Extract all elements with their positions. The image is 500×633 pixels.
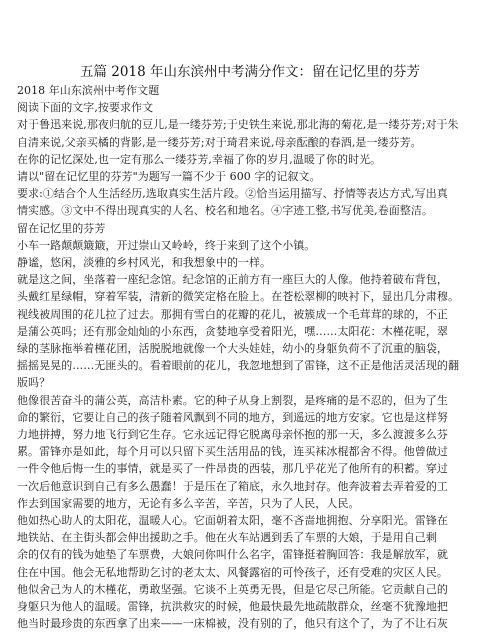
body-line: 自清来说,父亲买橘的背影,是一缕芬芳;对于琦君来说,母亲酝酿的春酒,是一缕芬芳。 xyxy=(17,135,422,149)
body-line: 在你的记忆深处,也一定有那么一缕芬芳,幸福了你的岁月,温暖了你的时光。 xyxy=(17,152,382,166)
body-line: 累。雷锋亦是如此，每个月可以只留下买生活用品的钱，连买袜冰棍都舍不得。他曾做过 xyxy=(17,445,448,459)
body-line: 2018 年山东滨州中考作文题 xyxy=(17,84,160,97)
body-line: 请以"留在记忆里的芬芳"为题写一篇不少于 600 字的记叙文。 xyxy=(17,170,321,184)
body-line: 身躯只为他人的温暖。雷锋，抗洪救灾的时候，他最快最先地疏散群众，丝毫不犹豫地把 xyxy=(17,600,448,614)
body-line: 摇摇晃晃的……无匪头的。看着眼前的花儿，我忽地想到了雷锋，这不正是他活灵活现的翻 xyxy=(17,359,459,373)
body-line: 视线被周围的花儿拉了过去。那拥有雪白的花瓣的花儿，被簇成一个毛茸茸的球的，不正 xyxy=(17,307,448,321)
body-line: 他像很苦奋斗的蒲公英，高洁朴素。它的种子从身上割裂，是疼痛的是不忍的，但为了生 xyxy=(17,393,448,407)
body-line: 命的繁衍，它要让自己的孩子随着风飘到不同的地方，到遥远的地方安家。它也是这样努 xyxy=(17,410,448,424)
body-line: 他当时最珍贵的东西拿了出来——一床棉被，没有别的了，他只有这个了，为了不让石灰 xyxy=(17,617,448,631)
body-line: 版吗？ xyxy=(17,376,51,390)
body-line: 就是这之间，坐落着一座纪念馆。纪念馆的正前方有一座巨大的人像。他持着破布背包， xyxy=(17,273,448,287)
body-line: 小车一路颠颠簸簸，开过崇山又岭岭，终于来到了这个小镇。 xyxy=(17,238,316,252)
body-line: 对于鲁迅来说,那夜归航的豆儿,是一缕芬芳;于史铁生来说,那北海的菊花,是一缕芬芳;对于朱 xyxy=(17,118,459,132)
body-line: 他如热心助人的太阳花，温暖人心。它面朝着太阳，毫不吝啬地拥抱、分享阳光。雷锋在 xyxy=(17,514,448,528)
body-line: 是蒲公英吗；还有那金灿灿的小东西，贪婪地享受着阳光，嘿……太阳花：木槿花呢，翠 xyxy=(17,324,448,338)
body-line: 情实感。③文中不得出现真实的人名、校名和地名。④字迹工整,书写优美,卷面整洁。 xyxy=(17,204,433,218)
body-line: 留在记忆里的芬芳 xyxy=(17,221,106,235)
document-title: 五篇 2018 年山东滨州中考满分作文：留在记忆里的芬芳 xyxy=(80,64,420,80)
body-line: 一次后他意识到自己有多么愚蠢！于是压在了箱底，永久地封存。他奔波着去弄着爱的工 xyxy=(17,479,448,493)
body-line: 要求:①结合个人生活经历,选取真实生活片段。②恰当运用描写、抒情等表达方式,写出真 xyxy=(17,187,448,201)
body-line: 静谧，悠闲，淡雅的乡村风光，和我想象中的一样。 xyxy=(17,256,272,270)
body-line: 阅读下面的文字,按要求作文 xyxy=(17,101,154,115)
body-line: 作去到国家需要的地方，无论有多么辛苦，辛苦，只为了人民，人民。 xyxy=(17,496,360,510)
body-line: 余的仅有的钱为她垫了车票费，大娘问你叫什么名字，雷锋挺着胸回答：我是解放军，就 xyxy=(17,548,448,562)
body-line: 头戴红星绿帽，穿着军装，清新的微笑定格在脸上。在苍松翠柳的映衬下，显出几分肃穆。 xyxy=(17,290,459,304)
body-line: 地铁站、在主街头都会伸出援助之手。他在火车站遇到丢了车票的大娘，于是用自己剩 xyxy=(17,531,437,545)
body-line: 住在中国。他会无私地帮助乞讨的老太太、风餐露宿的可怜孩子，还有受难的灾区人民。 xyxy=(17,565,448,579)
body-line: 绿的茎脉拖举着槿花团，活脱脱地就像一个大头娃娃，幼小的身躯负荷不了沉重的脑袋， xyxy=(17,342,448,356)
body-line: 他似舍己为人的木槿花，勇敢坚强。它谈不上英勇无畏，但是它尽己所能。它贡献自己的 xyxy=(17,582,448,596)
body-line: 力地拼搏，努力地飞行到它生存。它永远记得它脱离母亲怀抱的那一天，多么渡渡多么芬 xyxy=(17,428,448,442)
document-body xyxy=(17,82,483,633)
body-line: 一件令他后悔一生的事情，就是买了一件昂贵的西装，那几乎花光了他所有的积蓄。穿过 xyxy=(17,462,448,476)
